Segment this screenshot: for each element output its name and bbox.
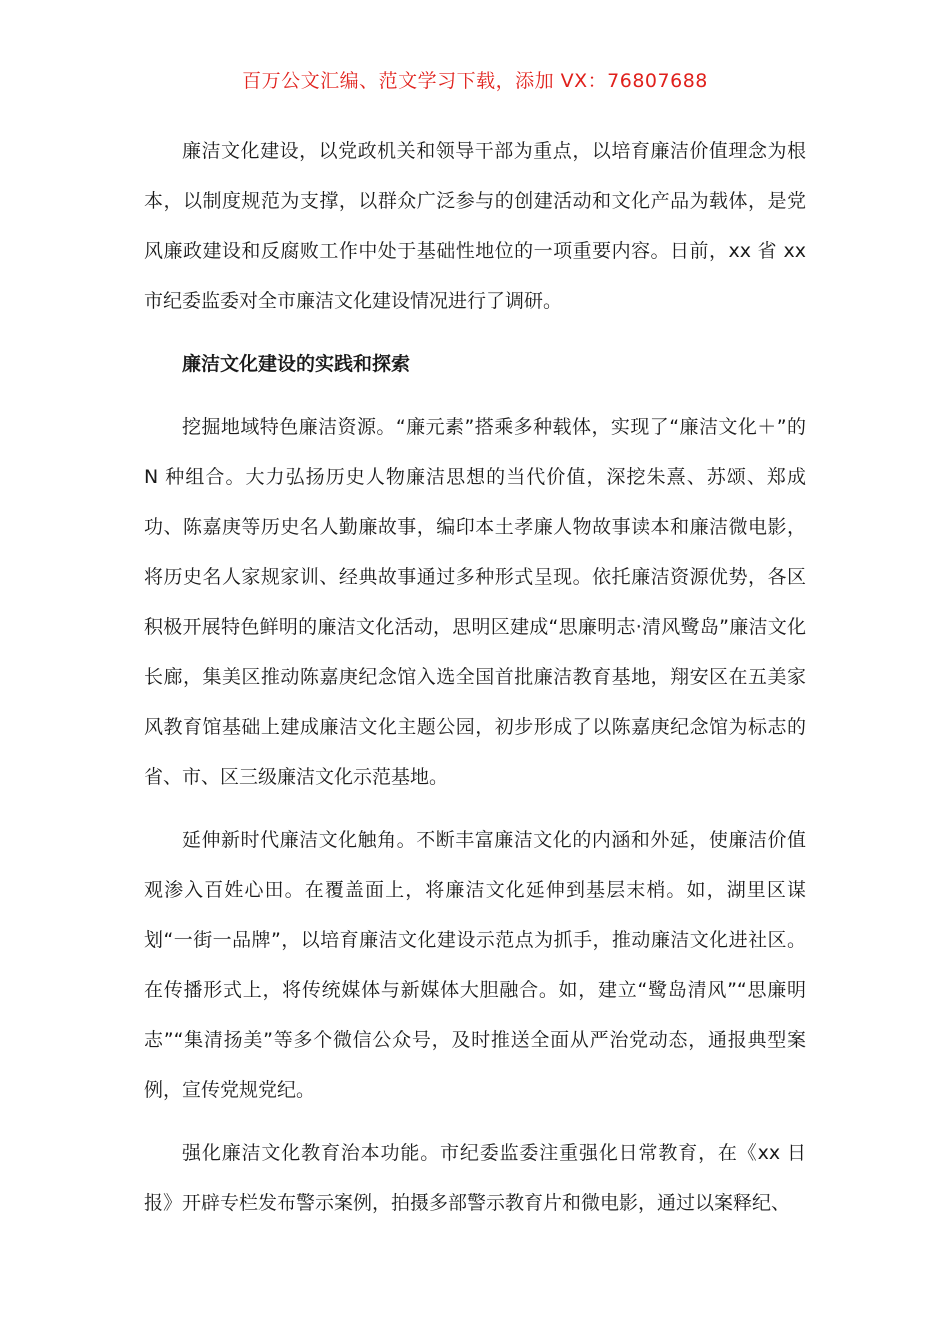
- body-paragraph: 挖掘地域特色廉洁资源。“廉元素”搭乘多种载体，实现了“廉洁文化＋”的 N 种组合。大力弘扬历史人物廉洁思想的当代价值，深挖朱熹、苏颂、郑成功、陈嘉庚等历史名人勤廉故事，编印本土孝廉人物故事读本和廉洁微电影，将历史名人家规家训、经典故事通过多种形式呈现。依托廉洁资源优势，各区积极开展特色鲜明的廉洁文化活动，思明区建成“思廉明志·清风鹭岛”廉洁文化长廊，集美区推动陈嘉庚纪念馆入选全国首批廉洁教育基地，翔安区在五美家风教育馆基础上建成廉洁文化主题公园，初步形成了以陈嘉庚纪念馆为标志的省、市、区三级廉洁文化示范基地。: [144, 416, 806, 788]
- promo-banner: 百万公文汇编、范文学习下载，添加 VX：76807688: [242, 70, 708, 92]
- section-heading: 廉洁文化建设的实践和探索: [182, 353, 411, 375]
- body-paragraph: 强化廉洁文化教育治本功能。市纪委监委注重强化日常教育，在《xx 日报》开辟专栏发布警示案例，拍摄多部警示教育片和微电影，通过以案释纪、: [144, 1142, 806, 1214]
- intro-paragraph: 廉洁文化建设，以党政机关和领导干部为重点，以培育廉洁价值理念为根本，以制度规范为支撑，以群众广泛参与的创建活动和文化产品为载体，是党风廉政建设和反腐败工作中处于基础性地位的一项重要内容。日前，xx 省 xx 市纪委监委对全市廉洁文化建设情况进行了调研。: [144, 140, 806, 312]
- document-body: [144, 126, 806, 1241]
- body-paragraph: 延伸新时代廉洁文化触角。不断丰富廉洁文化的内涵和外延，使廉洁价值观渗入百姓心田。在覆盖面上，将廉洁文化延伸到基层末梢。如，湖里区谋划“一街一品牌”，以培育廉洁文化建设示范点为抓手，推动廉洁文化进社区。在传播形式上，将传统媒体与新媒体大胆融合。如，建立“鹭岛清风”“思廉明志”“集清扬美”等多个微信公众号，及时推送全面从严治党动态，通报典型案例，宣传党规党纪。: [144, 829, 806, 1101]
